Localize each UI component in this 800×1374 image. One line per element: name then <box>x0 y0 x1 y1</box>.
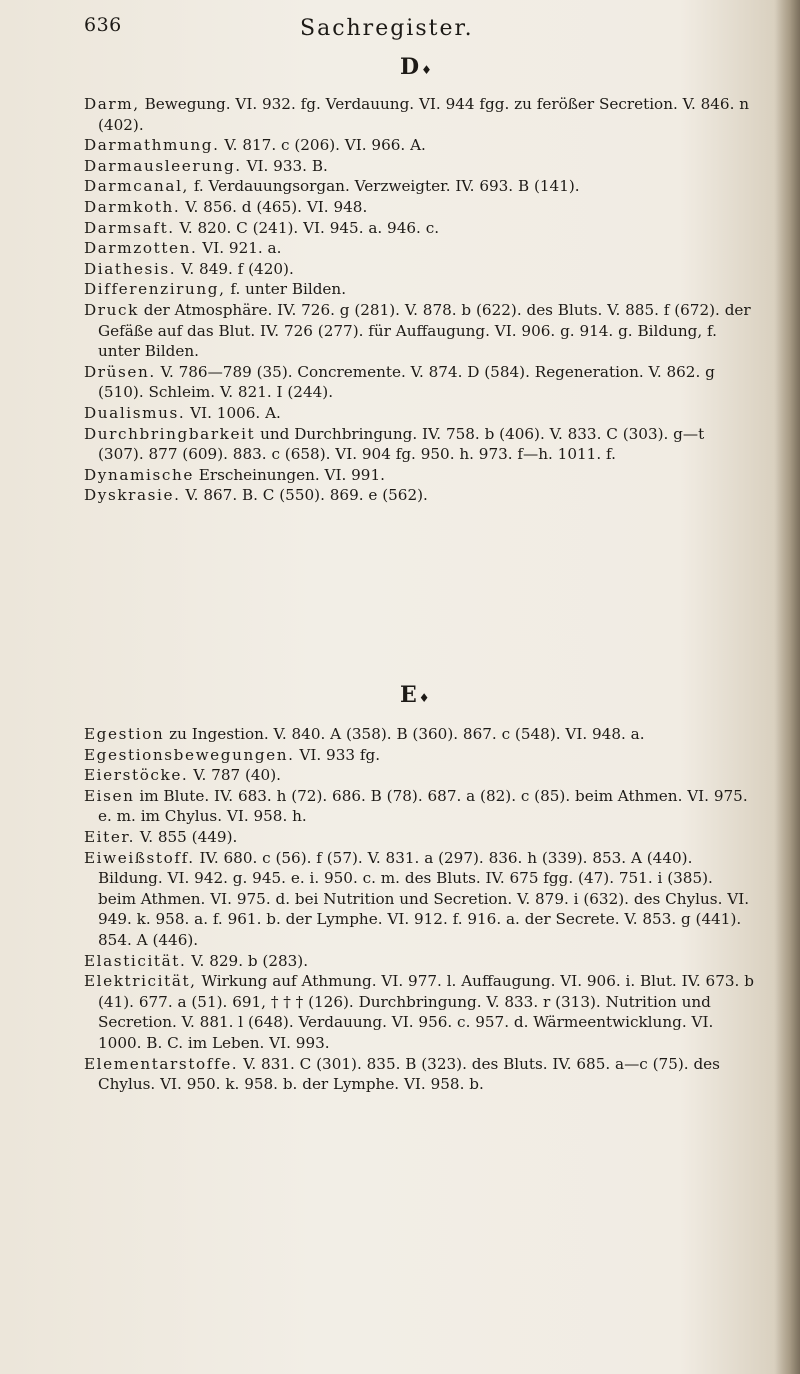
index-entry <box>84 403 754 424</box>
index-term: Eierstöcke. <box>84 766 189 785</box>
index-term: Drüsen. <box>84 362 156 381</box>
index-references: V. 867. B. C (550). 869. e (562). <box>185 486 428 505</box>
index-references: VI. 1006. A. <box>190 403 281 422</box>
index-entry <box>84 218 754 239</box>
index-references: V. 856. d (465). VI. 948. <box>185 197 368 216</box>
running-title: Sachregister. <box>300 16 474 41</box>
index-entry <box>84 279 754 300</box>
section-letter-d: D ♦ <box>400 54 432 80</box>
index-references: zu Ingestion. V. 840. A (358). B (360). 867. c (548). VI. 948. a. <box>169 725 645 743</box>
index-entry <box>84 176 754 197</box>
index-entry <box>84 745 754 766</box>
index-references: V. 787 (40). <box>193 766 281 785</box>
index-references: V. 855 (449). <box>139 827 238 846</box>
index-term: Eiweißstoff. <box>84 848 195 867</box>
index-term: Elementarstoffe. <box>84 1054 239 1073</box>
index-term: Darmkoth. <box>84 197 181 216</box>
index-entry <box>84 362 754 403</box>
index-entry <box>84 135 754 156</box>
index-references: der Atmosphäre. IV. 726. g (281). V. 878. b (622). des Bluts. V. 885. f (672). der Gefäße auf das Blut. IV. 726 (277). für Auffaugung. VI. 906. g. 914. g. Bildung, f. unter Bilden. <box>98 300 751 361</box>
index-references: im Blute. IV. 683. h (72). 686. B (78). 687. a (82). c (85). beim Athmen. VI. 975. e. m. im Chylus. VI. 958. h. <box>98 786 748 826</box>
index-references: Bewegung. VI. 932. fg. Verdauung. VI. 944 fgg. zu ferößer Secretion. V. 846. n (402). <box>98 95 750 134</box>
index-term: Egestion <box>84 725 165 743</box>
index-entry <box>84 197 754 218</box>
index-references: Erscheinungen. VI. 991. <box>198 465 385 484</box>
index-term: Elasticität. <box>84 951 187 970</box>
index-term: Eiter. <box>84 827 136 846</box>
index-entry <box>84 786 754 827</box>
index-references: V. 786—789 (35). Concremente. V. 874. D (584). Regeneration. V. 862. g (510). Schleim. V. 821. I (244). <box>98 362 715 402</box>
index-references: V. 820. C (241). VI. 945. a. 946. c. <box>179 218 440 237</box>
index-entry <box>84 485 754 506</box>
index-entry <box>84 951 754 972</box>
index-entry <box>84 94 754 135</box>
index-term: Darmsaft. <box>84 218 175 237</box>
index-references: Wirkung auf Athmung. VI. 977. l. Auffaugung. VI. 906. i. Blut. IV. 673. b (41). 677. a (51). 691, † † † (126). Durchbringung. V. 833. r (313). Nutrition und Secretion. V. 881. l (648). Verdauung. VI. 956. c. 957. d. Wärmeentwicklung. VI. 1000. B. C. im Leben. VI. 993. <box>98 972 754 1052</box>
index-references: V. 849. f (420). <box>181 259 294 278</box>
index-references: V. 831. C (301). 835. B (323). des Bluts. IV. 685. a—c (75). des Chylus. VI. 950. k. 958. b. der Lymphe. VI. 958. b. <box>98 1054 720 1094</box>
index-term: Dualismus. <box>84 403 186 422</box>
index-references: VI. 921. a. <box>202 239 282 258</box>
index-term: Darm, <box>84 95 140 113</box>
index-entry <box>84 465 754 486</box>
index-entries-e <box>84 724 754 1095</box>
index-term: Darmausleerung. <box>84 156 242 175</box>
index-entry <box>84 971 754 1053</box>
index-entry <box>84 827 754 848</box>
index-term: Darmzotten. <box>84 239 198 258</box>
index-entries-d <box>84 94 754 506</box>
page-number: 636 <box>84 14 122 36</box>
page-edge-shadow <box>774 0 800 1374</box>
index-entry <box>84 424 754 465</box>
index-term: Differenzirung, <box>84 280 226 299</box>
index-references: IV. 680. c (56). f (57). V. 831. a (297). 836. h (339). 853. A (440). Bildung. VI. 942. g. 945. e. i. 950. c. m. des Bluts. IV. 675 fgg. (47). 751. i (385). beim Athmen. VI. 975. d. bei Nutrition und Secretion. V. 879. i (632). des Chylus. VI. 949. k. 958. a. f. 961. b. der Lymphe. VI. 912. f. 916. a. der Secrete. V. 853. g (441). 854. A (446). <box>98 848 750 949</box>
index-term: Eisen <box>84 786 135 805</box>
index-entry <box>84 765 754 786</box>
index-references: V. 829. b (283). <box>191 951 309 970</box>
index-entry <box>84 259 754 280</box>
index-references: f. Verdauungsorgan. Verzweigter. IV. 693. B (141). <box>193 177 580 196</box>
index-references: V. 817. c (206). VI. 966. A. <box>224 136 426 155</box>
index-term: Dynamische <box>84 465 194 484</box>
index-term: Elektricität, <box>84 972 197 991</box>
index-term: Darmathmung. <box>84 136 220 155</box>
index-term: Darmcanal, <box>84 177 189 196</box>
index-term: Durchbringbarkeit <box>84 424 256 443</box>
index-entry <box>84 848 754 951</box>
index-entry <box>84 724 754 745</box>
section-letter-e: E ♦ <box>400 682 430 708</box>
index-entry <box>84 300 754 362</box>
index-entry <box>84 238 754 259</box>
index-references: und Durchbringung. IV. 758. b (406). V. 833. C (303). g—t (307). 877 (609). 883. c (658). VI. 904 fg. 950. h. 973. f—h. 1011. f. <box>98 424 705 464</box>
index-entry <box>84 1054 754 1095</box>
index-references: f. unter Bilden. <box>230 280 347 299</box>
index-term: Diathesis. <box>84 259 177 278</box>
index-references: VI. 933 fg. <box>299 745 381 764</box>
index-term: Druck <box>84 300 139 319</box>
index-entry <box>84 156 754 177</box>
index-term: Egestionsbewegungen. <box>84 745 295 764</box>
index-references: VI. 933. B. <box>246 156 328 175</box>
index-term: Dyskrasie. <box>84 486 181 505</box>
